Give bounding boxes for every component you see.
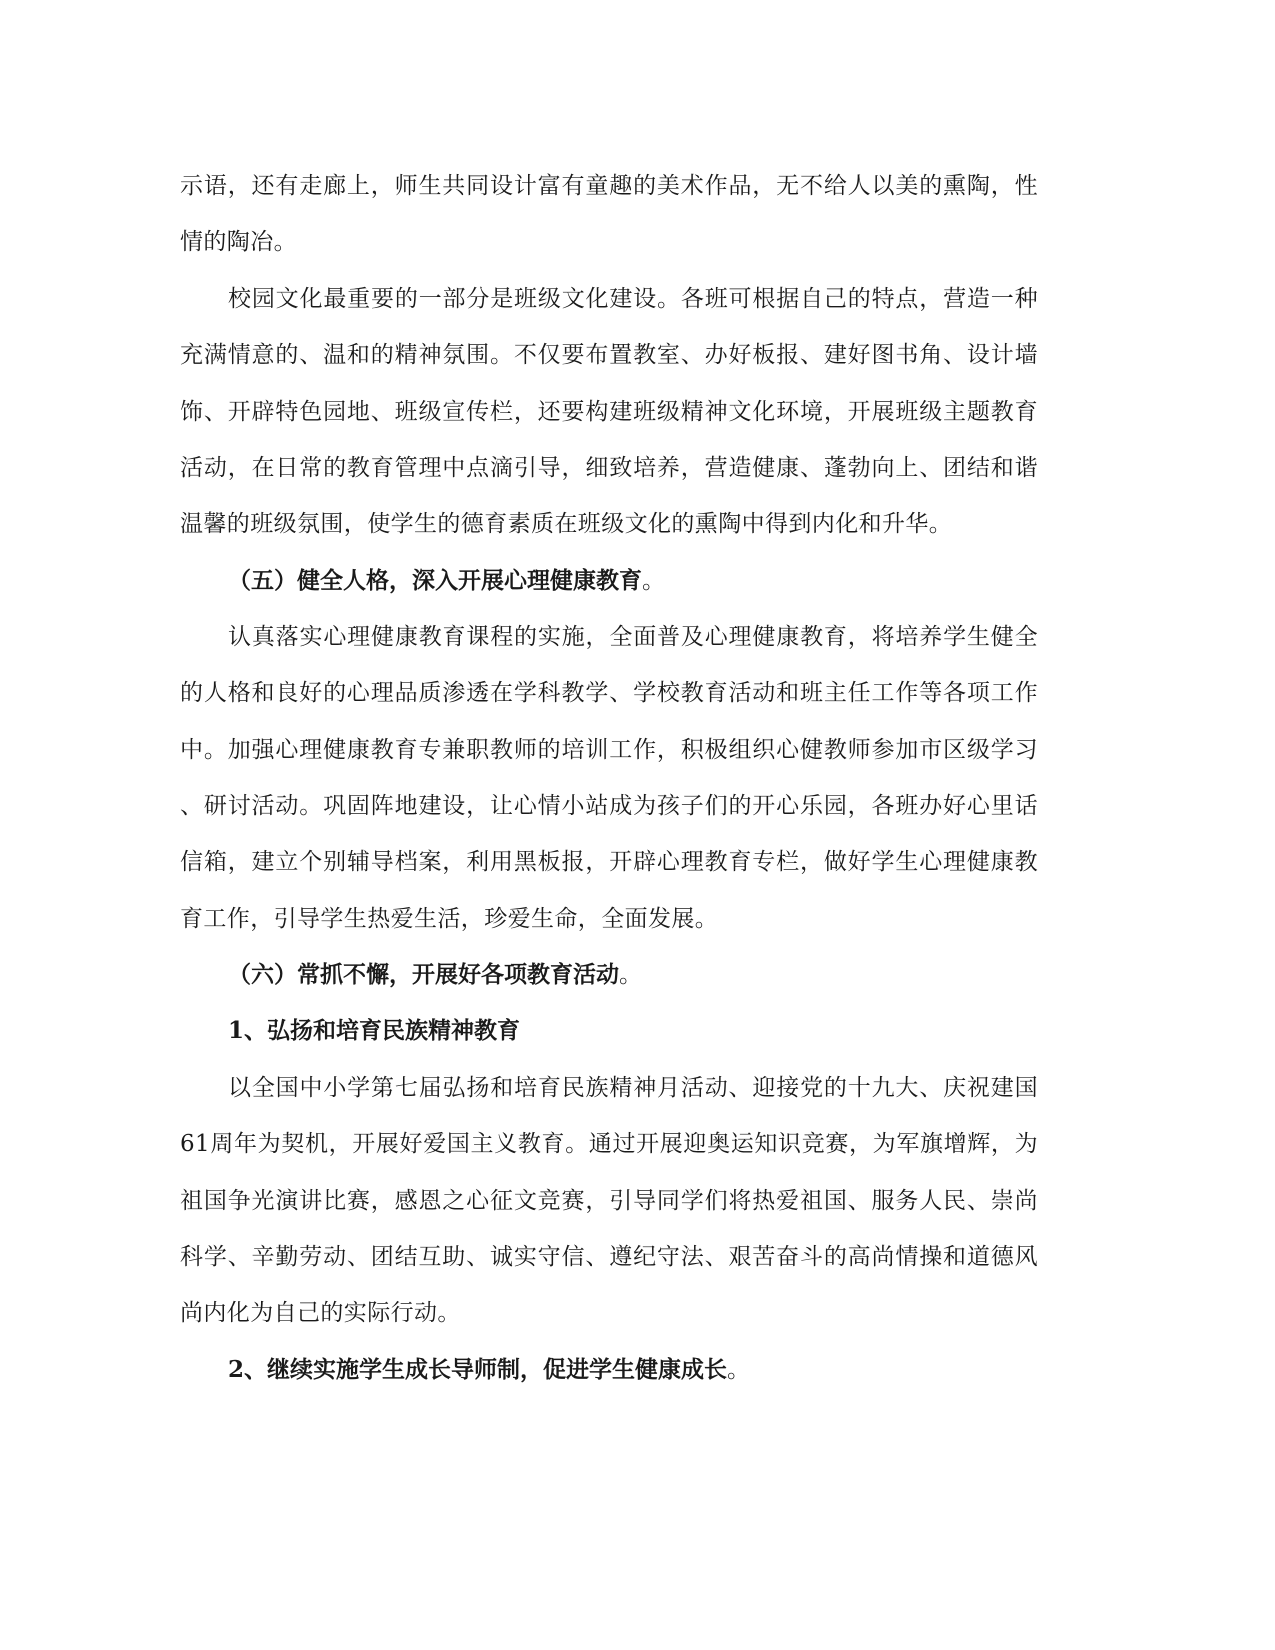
- text-line: 育工作，引导学生热爱生活，珍爱生命，全面发展。: [180, 906, 719, 932]
- subsection-heading: [228, 1016, 1038, 1046]
- text-line: 充满情意的、温和的精神氛围。不仅要布置教室、办好板报、建好图书角、设计墙: [180, 342, 1038, 368]
- text-line: 温馨的班级氛围，使学生的德育素质在班级文化的熏陶中得到内化和升华。: [180, 511, 953, 537]
- text-line: 校园文化最重要的一部分是班级文化建设。各班可根据自己的特点，营造一种: [228, 286, 1038, 312]
- text-line: 祖国争光演讲比赛，感恩之心征文竞赛，引导同学们将热爱祖国、服务人民、崇尚: [180, 1188, 1038, 1214]
- text-line: 以全国中小学第七届弘扬和培育民族精神月活动、迎接党的十九大、庆祝建国: [228, 1075, 1038, 1101]
- section-heading-text: （五）健全人格，深入开展心理健康教育: [228, 567, 642, 594]
- subsection-heading-text: 2、继续实施学生成长导师制，促进学生健康成长: [228, 1356, 728, 1383]
- text-line: 信箱，建立个别辅导档案，利用黑板报，开辟心理教育专栏，做好学生心理健康教: [180, 849, 1038, 875]
- heading-punct: 。: [727, 1357, 751, 1383]
- text-line: 中。加强心理健康教育专兼职教师的培训工作，积极组织心健教师参加市区级学习: [180, 737, 1038, 763]
- section-heading: [228, 960, 1038, 990]
- text-line: 61周年为契机，开展好爱国主义教育。通过开展迎奥运知识竞赛，为军旗增辉，为: [180, 1131, 1038, 1157]
- subsection-heading: [228, 1355, 1038, 1385]
- section-heading: [228, 566, 1038, 596]
- text-line: 认真落实心理健康教育课程的实施，全面普及心理健康教育，将培养学生健全: [228, 624, 1038, 650]
- text-line: 的人格和良好的心理品质渗透在学科教学、学校教育活动和班主任工作等各项工作: [180, 680, 1038, 706]
- heading-punct: 。: [619, 962, 642, 988]
- section-heading-text: （六）常抓不懈，开展好各项教育活动: [228, 961, 619, 988]
- text-line: 示语，还有走廊上，师生共同设计富有童趣的美术作品，无不给人以美的熏陶，性: [180, 173, 1038, 199]
- text-line: 科学、辛勤劳动、团结互助、诚实守信、遵纪守法、艰苦奋斗的高尚情操和道德风: [180, 1244, 1038, 1270]
- subsection-heading-text: 1、弘扬和培育民族精神教育: [228, 1017, 521, 1044]
- heading-punct: 。: [642, 568, 665, 594]
- text-line: 活动，在日常的教育管理中点滴引导，细致培养，营造健康、蓬勃向上、团结和谐: [180, 455, 1038, 481]
- text-line: 尚内化为自己的实际行动。: [180, 1300, 461, 1326]
- text-line: 、研讨活动。巩固阵地建设，让心情小站成为孩子们的开心乐园，各班办好心里话: [180, 793, 1038, 819]
- text-line: 饰、开辟特色园地、班级宣传栏，还要构建班级精神文化环境，开展班级主题教育: [180, 399, 1038, 425]
- text-line: 情的陶冶。: [180, 229, 297, 255]
